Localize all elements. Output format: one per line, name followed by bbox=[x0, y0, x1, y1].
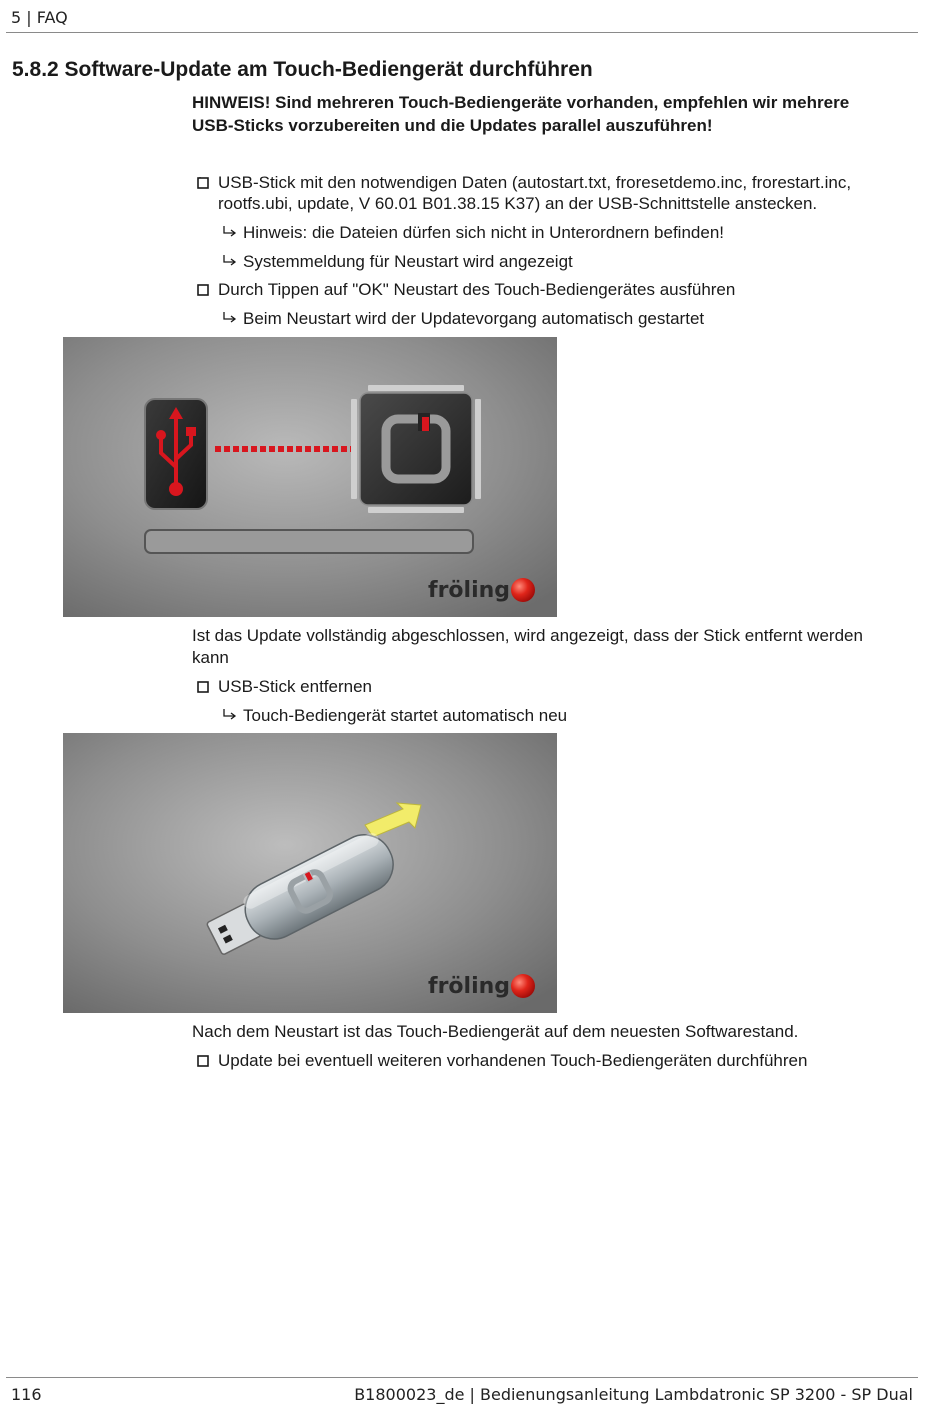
result-text: Beim Neustart wird der Updatevorgang automatisch gestartet bbox=[243, 309, 705, 328]
chip-icon bbox=[351, 385, 481, 513]
checkbox-icon bbox=[197, 177, 209, 189]
result-restart-message bbox=[222, 251, 917, 272]
result-update-starts bbox=[222, 308, 917, 329]
remove-stick-image bbox=[63, 733, 557, 1013]
update-screen-image bbox=[63, 337, 557, 617]
step-tap-ok bbox=[197, 279, 917, 300]
result-arrow-icon bbox=[222, 225, 238, 239]
result-text: Hinweis: die Dateien dürfen sich nicht in Unterordnern befinden! bbox=[243, 223, 724, 242]
step-usb-connect bbox=[197, 172, 917, 214]
checkbox-icon bbox=[197, 284, 209, 296]
result-text: Systemmeldung für Neustart wird angezeigt bbox=[243, 252, 573, 271]
froling-logo bbox=[428, 578, 535, 603]
step-update-further-devices bbox=[197, 1050, 917, 1071]
step-text: Durch Tippen auf "OK" Neustart des Touch-Bediengerätes ausführen bbox=[218, 280, 736, 299]
result-text: Touch-Bediengerät startet automatisch neu bbox=[243, 706, 568, 725]
step-text-line-1: USB-Stick mit den notwendigen Daten (autostart.txt, froresetdemo.inc, frorestart.inc, bbox=[218, 173, 852, 192]
section-title: 5.8.2 Software-Update am Touch-Bediengerät durchführen bbox=[12, 58, 593, 81]
checkbox-icon bbox=[197, 1055, 209, 1067]
paragraph-latest-software: Nach dem Neustart ist das Touch-Bediengerät auf dem neuesten Softwarestand. bbox=[192, 1022, 799, 1041]
result-files-hint bbox=[222, 222, 917, 243]
result-device-restarts bbox=[222, 705, 917, 726]
step-text: Update bei eventuell weiteren vorhandenen Touch-Bediengeräten durchführen bbox=[218, 1051, 808, 1070]
froling-logo bbox=[428, 974, 535, 999]
logo-text: fröling bbox=[428, 578, 511, 603]
paragraph-line-1: Ist das Update vollständig abgeschlossen, wird angezeigt, dass der Stick entfernt werden bbox=[192, 626, 863, 645]
result-arrow-icon bbox=[222, 254, 238, 268]
page-number: 116 bbox=[11, 1385, 42, 1404]
notice-line-1: HINWEIS! Sind mehreren Touch-Bediengeräte vorhanden, empfehlen wir mehrere bbox=[192, 93, 850, 112]
paragraph-line-2: kann bbox=[192, 648, 229, 667]
step-text: USB-Stick entfernen bbox=[218, 677, 373, 696]
document-reference: B1800023_de | Bedienungsanleitung Lambdatronic SP 3200 - SP Dual bbox=[354, 1385, 913, 1404]
checkbox-icon bbox=[197, 681, 209, 693]
result-arrow-icon bbox=[222, 311, 238, 325]
page-header: 5 | FAQ bbox=[11, 8, 68, 27]
header-divider bbox=[6, 32, 918, 33]
step-text-line-2: rootfs.ubi, update, V 60.01 B01.38.15 K37) an der USB-Schnittstelle anstecken. bbox=[218, 194, 818, 213]
paragraph-update-complete bbox=[192, 625, 917, 669]
notice-line-2: USB-Sticks vorzubereiten und die Updates parallel auszuführen! bbox=[192, 116, 713, 135]
step-remove-stick bbox=[197, 676, 917, 697]
usb-stick-icon bbox=[145, 399, 207, 509]
notice-block bbox=[192, 91, 912, 137]
footer-divider bbox=[6, 1377, 918, 1378]
logo-text: fröling bbox=[428, 974, 511, 999]
progress-bar bbox=[145, 530, 473, 553]
result-arrow-icon bbox=[222, 708, 238, 722]
